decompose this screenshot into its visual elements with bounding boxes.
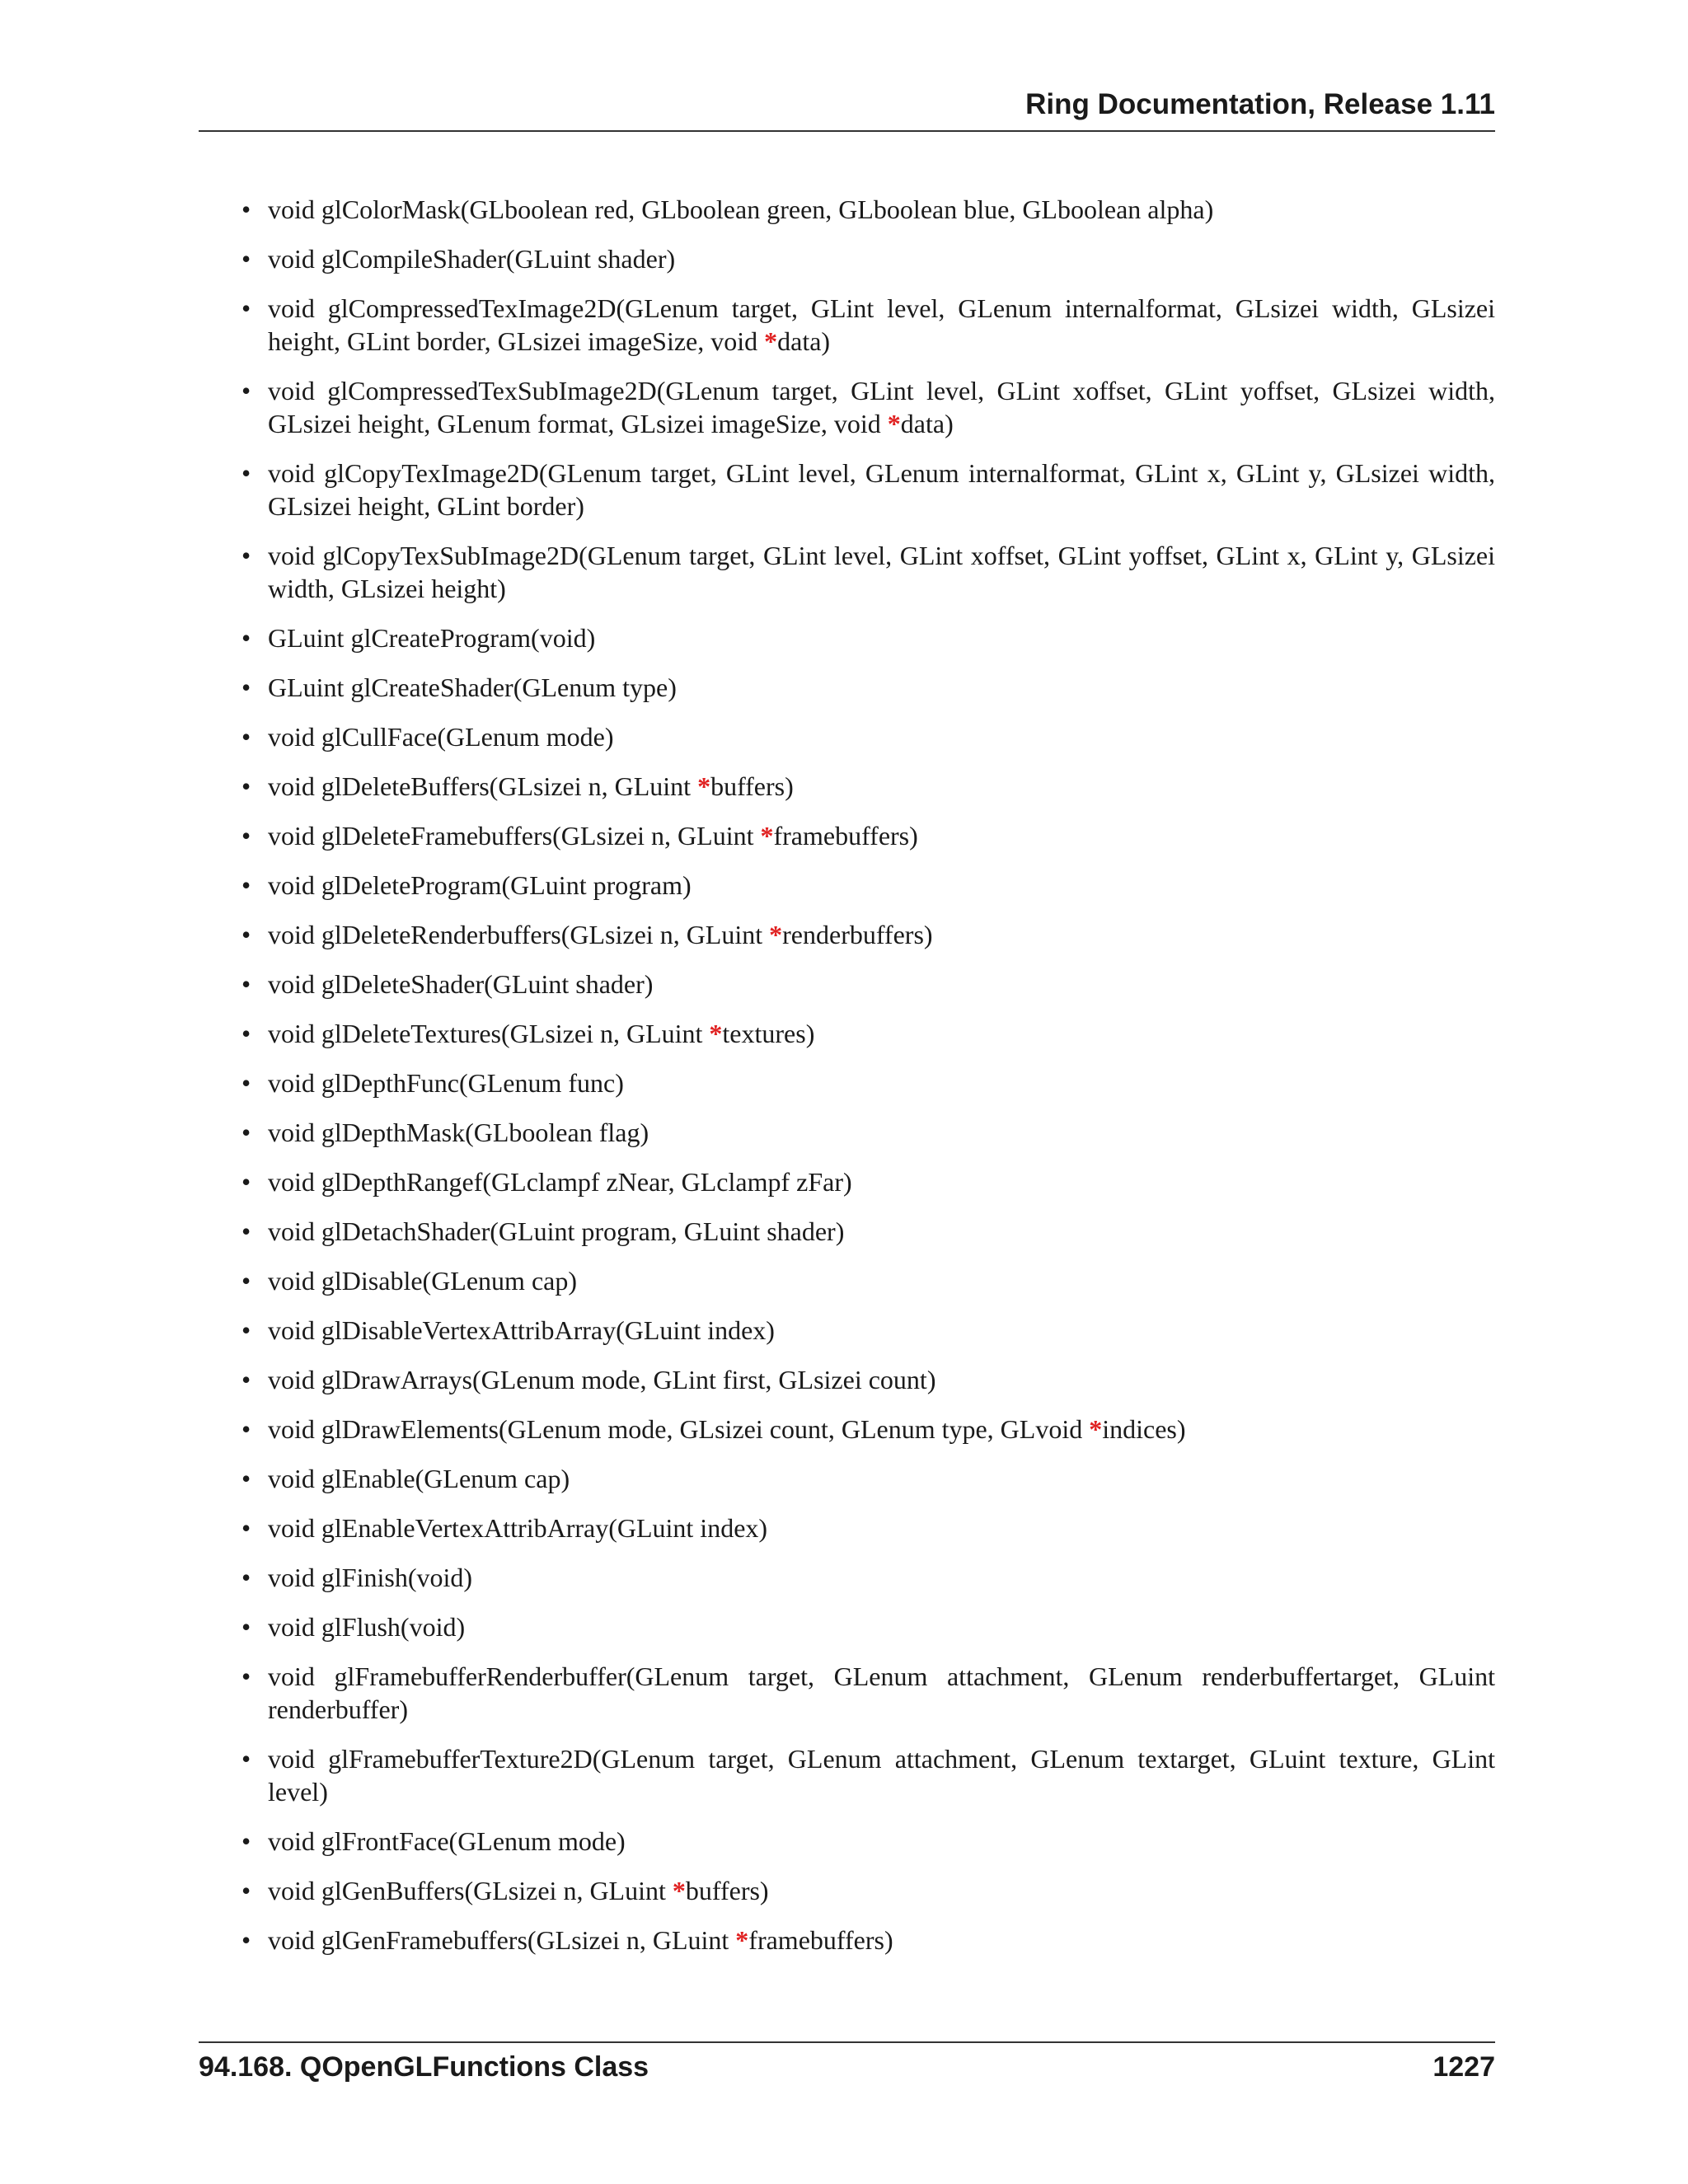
function-signature-item [199, 819, 1495, 852]
function-signature-item [199, 374, 1495, 440]
function-signature-item [199, 1874, 1495, 1907]
function-signature-item [199, 1511, 1495, 1544]
bullet-icon: • [241, 1266, 251, 1296]
signature-text: void glEnable(GLenum cap) [268, 1464, 570, 1493]
bullet-icon: • [241, 1167, 251, 1197]
function-signature-item [199, 1363, 1495, 1396]
function-list [199, 193, 1495, 1957]
pointer-marker: * [709, 1019, 723, 1048]
signature-text-tail: textures) [722, 1019, 815, 1048]
function-signature-item [199, 968, 1495, 1001]
signature-text: void glDeleteTextures(GLsizei n, GLuint [268, 1019, 710, 1048]
signature-text: void glCopyTexImage2D(GLenum target, GLint level, GLenum internalformat, GLint x, GLint y, GLsizei width, GLsizei height, GLint border) [268, 458, 1495, 521]
function-signature-item [199, 1165, 1495, 1198]
bullet-icon: • [241, 623, 251, 653]
function-signature-item [199, 918, 1495, 951]
signature-text-tail: indices) [1102, 1414, 1186, 1444]
signature-text: void glFlush(void) [268, 1612, 466, 1642]
bullet-icon: • [241, 1414, 251, 1444]
function-signature-item [199, 1924, 1495, 1957]
pointer-marker: * [764, 326, 778, 356]
signature-text: void glFinish(void) [268, 1563, 473, 1592]
signature-text-tail: framebuffers) [773, 821, 918, 851]
signature-text: void glDeleteRenderbuffers(GLsizei n, GLuint [268, 920, 770, 949]
signature-text: void glDepthRangef(GLclampf zNear, GLclampf zFar) [268, 1167, 852, 1197]
pointer-marker: * [760, 821, 774, 851]
bullet-icon: • [241, 1661, 251, 1691]
signature-text: void glDeleteProgram(GLuint program) [268, 870, 692, 900]
pointer-marker: * [735, 1925, 749, 1955]
bullet-icon: • [241, 293, 251, 323]
bullet-icon: • [241, 1876, 251, 1905]
pointer-marker: * [672, 1876, 686, 1905]
function-signature-item [199, 193, 1495, 226]
function-signature-item [199, 1610, 1495, 1643]
bullet-icon: • [241, 1744, 251, 1774]
signature-text-tail: data) [777, 326, 831, 356]
signature-text: void glDepthFunc(GLenum func) [268, 1068, 624, 1098]
bullet-icon: • [241, 1563, 251, 1592]
function-signature-item [199, 1561, 1495, 1594]
signature-text: void glFrontFace(GLenum mode) [268, 1826, 626, 1856]
bullet-icon: • [241, 1464, 251, 1493]
bullet-icon: • [241, 1365, 251, 1394]
section-title: 94.168. QOpenGLFunctions Class [199, 2051, 649, 2083]
page-number: 1227 [1432, 2051, 1495, 2083]
bullet-icon: • [241, 821, 251, 851]
signature-text-tail: framebuffers) [748, 1925, 893, 1955]
signature-text-tail: buffers) [710, 771, 794, 801]
bullet-icon: • [241, 920, 251, 949]
function-signature-item [199, 1017, 1495, 1050]
signature-text: void glColorMask(GLboolean red, GLboolean green, GLboolean blue, GLboolean alpha) [268, 194, 1214, 224]
pointer-marker: * [1089, 1414, 1103, 1444]
page-header [199, 88, 1495, 132]
function-signature-item [199, 1742, 1495, 1808]
bullet-icon: • [241, 376, 251, 405]
bullet-icon: • [241, 870, 251, 900]
signature-text: void glDisable(GLenum cap) [268, 1266, 577, 1296]
function-signature-item [199, 1825, 1495, 1858]
signature-text: void glCompressedTexImage2D(GLenum target, GLint level, GLenum internalformat, GLsizei width, GLsizei height, GLint border, GLsizei imageSize, void [268, 293, 1495, 356]
function-signature-item [199, 1462, 1495, 1495]
function-signature-item [199, 242, 1495, 275]
pointer-marker: * [887, 409, 901, 438]
function-signature-item [199, 720, 1495, 753]
function-signature-item [199, 1116, 1495, 1149]
bullet-icon: • [241, 1118, 251, 1147]
bullet-icon: • [241, 1612, 251, 1642]
signature-text: void glDepthMask(GLboolean flag) [268, 1118, 649, 1147]
bullet-icon: • [241, 1019, 251, 1048]
bullet-icon: • [241, 1513, 251, 1543]
function-signature-item [199, 292, 1495, 358]
function-signature-item [199, 457, 1495, 523]
signature-text: void glDrawArrays(GLenum mode, GLint first, GLsizei count) [268, 1365, 936, 1394]
signature-text-tail: buffers) [685, 1876, 769, 1905]
signature-text-tail: renderbuffers) [782, 920, 933, 949]
signature-text: void glDisableVertexAttribArray(GLuint index) [268, 1315, 775, 1345]
bullet-icon: • [241, 541, 251, 570]
signature-text: GLuint glCreateProgram(void) [268, 623, 596, 653]
function-signature-item [199, 621, 1495, 654]
signature-text: void glCompressedTexSubImage2D(GLenum target, GLint level, GLint xoffset, GLint yoffset, GLsizei width, GLsizei height, GLenum format, GLsizei imageSize, void [268, 376, 1495, 438]
bullet-icon: • [241, 722, 251, 752]
signature-text: void glCompileShader(GLuint shader) [268, 244, 676, 274]
signature-text: void glGenBuffers(GLsizei n, GLuint [268, 1876, 673, 1905]
function-signature-item [199, 1660, 1495, 1726]
bullet-icon: • [241, 673, 251, 702]
bullet-icon: • [241, 244, 251, 274]
function-signature-item [199, 1413, 1495, 1446]
bullet-icon: • [241, 969, 251, 999]
function-signature-item [199, 1314, 1495, 1347]
signature-text: void glDeleteBuffers(GLsizei n, GLuint [268, 771, 698, 801]
page-footer [199, 2041, 1495, 2091]
signature-text: void glCopyTexSubImage2D(GLenum target, GLint level, GLint xoffset, GLint yoffset, GLint x, GLint y, GLsizei width, GLsizei height) [268, 541, 1495, 603]
signature-text: GLuint glCreateShader(GLenum type) [268, 673, 677, 702]
function-signature-item [199, 671, 1495, 704]
function-signature-item [199, 539, 1495, 605]
bullet-icon: • [241, 1925, 251, 1955]
pointer-marker: * [697, 771, 711, 801]
bullet-icon: • [241, 1216, 251, 1246]
signature-text: void glCullFace(GLenum mode) [268, 722, 614, 752]
signature-text: void glDetachShader(GLuint program, GLuint shader) [268, 1216, 845, 1246]
bullet-icon: • [241, 771, 251, 801]
signature-text: void glFramebufferTexture2D(GLenum target, GLenum attachment, GLenum textarget, GLuint texture, GLint level) [268, 1744, 1495, 1807]
bullet-icon: • [241, 1315, 251, 1345]
signature-text: void glEnableVertexAttribArray(GLuint index) [268, 1513, 768, 1543]
bullet-icon: • [241, 1068, 251, 1098]
bullet-icon: • [241, 1826, 251, 1856]
function-signature-item [199, 1066, 1495, 1099]
bullet-icon: • [241, 194, 251, 224]
pointer-marker: * [769, 920, 783, 949]
function-signature-item [199, 869, 1495, 902]
function-signature-item [199, 770, 1495, 803]
document-title: Ring Documentation, Release 1.11 [1025, 88, 1495, 120]
main-content [199, 193, 1495, 1973]
bullet-icon: • [241, 458, 251, 488]
function-signature-item [199, 1215, 1495, 1248]
signature-text-tail: data) [900, 409, 954, 438]
signature-text: void glGenFramebuffers(GLsizei n, GLuint [268, 1925, 736, 1955]
signature-text: void glDeleteFramebuffers(GLsizei n, GLuint [268, 821, 761, 851]
signature-text: void glDrawElements(GLenum mode, GLsizei count, GLenum type, GLvoid [268, 1414, 1090, 1444]
signature-text: void glDeleteShader(GLuint shader) [268, 969, 654, 999]
signature-text: void glFramebufferRenderbuffer(GLenum target, GLenum attachment, GLenum renderbuffertarget, GLuint renderbuffer) [268, 1661, 1495, 1724]
function-signature-item [199, 1264, 1495, 1297]
